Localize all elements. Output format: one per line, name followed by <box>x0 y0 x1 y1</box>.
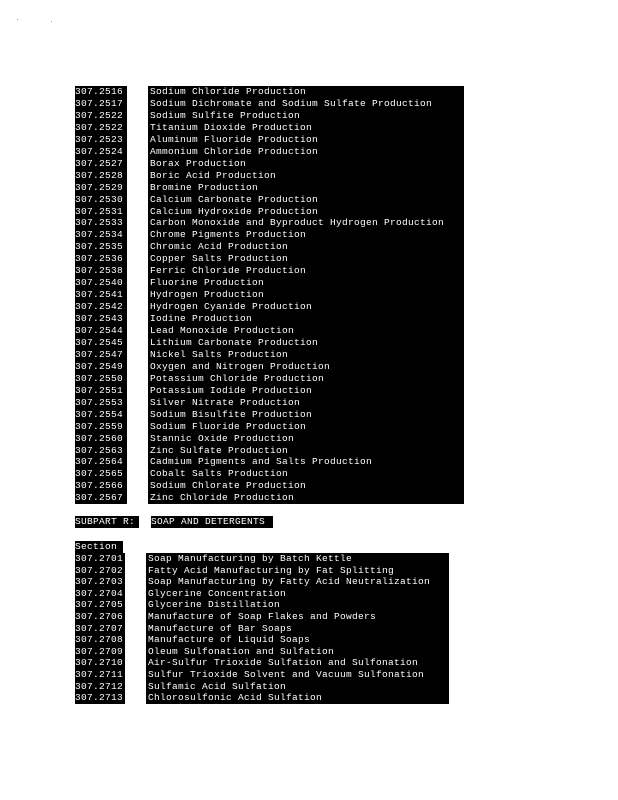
section-title: Ferric Chloride Production <box>148 265 464 277</box>
section-number: 307.2713 <box>75 692 124 704</box>
section-number: 307.2710 <box>75 657 124 669</box>
section-title: Oxygen and Nitrogen Production <box>148 361 464 373</box>
section-row <box>75 253 462 265</box>
section-number: 307.2534 <box>75 229 127 241</box>
section-row <box>75 301 462 313</box>
section-title: Sulfamic Acid Sulfation <box>146 681 449 693</box>
scan-speck <box>17 19 18 20</box>
section-row <box>75 468 462 480</box>
section-number: 307.2529 <box>75 182 127 194</box>
section-number: 307.2712 <box>75 680 124 692</box>
section-title: Chlorosulfonic Acid Sulfation <box>146 692 449 704</box>
section-row <box>75 265 462 277</box>
section-row <box>75 588 447 600</box>
section-number: 307.2530 <box>75 194 127 206</box>
section-title: Titanium Dioxide Production <box>148 122 464 134</box>
section-row <box>75 110 462 122</box>
section-row <box>75 337 462 349</box>
section-title: Zinc Sulfate Production <box>148 445 464 457</box>
section-row <box>75 565 447 577</box>
section-number: 307.2707 <box>75 622 124 634</box>
section-number: 307.2565 <box>75 468 127 480</box>
section-title: Stannic Oxide Production <box>148 433 464 445</box>
section-row <box>75 646 447 658</box>
section-number: 307.2567 <box>75 492 127 504</box>
section-number: 307.2547 <box>75 349 127 361</box>
section-row <box>75 134 462 146</box>
section-title: Sodium Dichromate and Sodium Sulfate Production <box>148 98 464 110</box>
section-title: Nickel Salts Production <box>148 349 464 361</box>
section-title: Soap Manufacturing by Fatty Acid Neutralization <box>146 576 449 588</box>
section-row <box>75 86 462 98</box>
subpart-label: SUBPART R: <box>75 516 139 528</box>
section-title: Silver Nitrate Production <box>148 397 464 409</box>
section-number: 307.2542 <box>75 301 127 313</box>
section-row <box>75 182 462 194</box>
section-row <box>75 456 462 468</box>
subpart-title: SOAP AND DETERGENTS <box>151 516 273 528</box>
section-row <box>75 158 462 170</box>
section-number: 307.2554 <box>75 409 127 421</box>
section-number: 307.2541 <box>75 289 127 301</box>
section-number: 307.2543 <box>75 313 127 325</box>
section-number: 307.2516 <box>75 86 127 98</box>
section-row <box>75 623 447 635</box>
section-number: 307.2564 <box>75 456 127 468</box>
scan-speck <box>51 21 52 22</box>
section-title: Ammonium Chloride Production <box>148 146 464 158</box>
section-row <box>75 634 447 646</box>
section-title: Cobalt Salts Production <box>148 468 464 480</box>
section-row <box>75 122 462 134</box>
section-title: Manufacture of Liquid Soaps <box>146 634 449 646</box>
section-number: 307.2531 <box>75 206 127 218</box>
section-number: 307.2566 <box>75 480 127 492</box>
section-number: 307.2524 <box>75 146 127 158</box>
section-row <box>75 576 447 588</box>
section-number: 307.2559 <box>75 421 127 433</box>
section-row <box>75 146 462 158</box>
section-title: Zinc Chloride Production <box>148 492 464 504</box>
section-title: Lead Monoxide Production <box>148 325 464 337</box>
section-row <box>75 397 462 409</box>
section-number: 307.2560 <box>75 433 127 445</box>
section-number: 307.2550 <box>75 373 127 385</box>
section-row <box>75 669 447 681</box>
section-number: 307.2708 <box>75 634 124 646</box>
section-title: Potassium Chloride Production <box>148 373 464 385</box>
section-number: 307.2523 <box>75 134 127 146</box>
section-row <box>75 433 462 445</box>
section-row <box>75 289 462 301</box>
section-title: Lithium Carbonate Production <box>148 337 464 349</box>
section-row <box>75 241 462 253</box>
section-row <box>75 277 462 289</box>
section-row <box>75 170 462 182</box>
section-number: 307.2551 <box>75 385 127 397</box>
section-title: Borax Production <box>148 158 464 170</box>
section-row <box>75 692 447 704</box>
section-row <box>75 681 447 693</box>
section-row <box>75 599 447 611</box>
section-column-header: Section <box>75 541 123 553</box>
section-number: 307.2517 <box>75 98 127 110</box>
section-title: Sodium Fluoride Production <box>148 421 464 433</box>
section-number: 307.2711 <box>75 669 124 680</box>
section-row <box>75 325 462 337</box>
section-title: Glycerine Distillation <box>146 599 449 611</box>
section-row <box>75 421 462 433</box>
section-title: Carbon Monoxide and Byproduct Hydrogen Production <box>148 217 464 229</box>
section-title: Air-Sulfur Trioxide Sulfation and Sulfonation <box>146 657 449 669</box>
section-number: 307.2702 <box>75 564 124 576</box>
section-title: Bromine Production <box>148 182 464 194</box>
section-row <box>75 480 462 492</box>
section-row <box>75 98 462 110</box>
section-title: Manufacture of Soap Flakes and Powders <box>146 611 449 623</box>
section-number: 307.2553 <box>75 397 127 409</box>
section-number: 307.2538 <box>75 265 127 277</box>
section-number: 307.2563 <box>75 445 127 457</box>
section-number: 307.2701 <box>75 553 124 564</box>
section-title: Sodium Sulfite Production <box>148 110 464 122</box>
section-title: Chromic Acid Production <box>148 241 464 253</box>
section-number: 307.2704 <box>75 587 124 599</box>
section-row <box>75 385 462 397</box>
section-row <box>75 313 462 325</box>
section-title: Sulfur Trioxide Solvent and Vacuum Sulfonation <box>146 669 449 681</box>
section-number: 307.2535 <box>75 241 127 253</box>
section-row <box>75 349 462 361</box>
section-row <box>75 361 462 373</box>
section-title: Aluminum Fluoride Production <box>148 134 464 146</box>
section-row <box>75 611 447 623</box>
section-row <box>75 373 462 385</box>
section-title: Chrome Pigments Production <box>148 229 464 241</box>
section-title: Calcium Hydroxide Production <box>148 206 464 218</box>
section-title: Copper Salts Production <box>148 253 464 265</box>
section-title: Sodium Bisulfite Production <box>148 409 464 421</box>
section-row <box>75 657 447 669</box>
section-title: Cadmium Pigments and Salts Production <box>148 456 464 468</box>
section-number: 307.2528 <box>75 170 127 182</box>
section-row <box>75 445 462 457</box>
section-title: Manufacture of Bar Soaps <box>146 623 449 635</box>
section-number: 307.2545 <box>75 337 127 349</box>
section-row <box>75 194 462 206</box>
section-title: Glycerine Concentration <box>146 588 449 600</box>
section-number: 307.2522 <box>75 122 127 134</box>
section-row <box>75 409 462 421</box>
section-title: Iodine Production <box>148 313 464 325</box>
section-number: 307.2544 <box>75 325 127 337</box>
section-title: Hydrogen Production <box>148 289 464 301</box>
section-number: 307.2522 <box>75 110 127 122</box>
section-number: 307.2703 <box>75 576 124 588</box>
section-number: 307.2533 <box>75 217 127 229</box>
section-title: Potassium Iodide Production <box>148 385 464 397</box>
section-title: Fatty Acid Manufacturing by Fat Splitting <box>146 565 449 577</box>
section-title: Sodium Chlorate Production <box>148 480 464 492</box>
section-number: 307.2540 <box>75 277 127 289</box>
section-row <box>75 217 462 229</box>
section-number: 307.2706 <box>75 611 124 622</box>
section-row <box>75 553 447 565</box>
section-number: 307.2549 <box>75 361 127 373</box>
section-number: 307.2705 <box>75 599 124 611</box>
section-title: Boric Acid Production <box>148 170 464 182</box>
section-title: Soap Manufacturing by Batch Kettle <box>146 553 449 565</box>
section-title: Fluorine Production <box>148 277 464 289</box>
section-row <box>75 206 462 218</box>
section-row <box>75 229 462 241</box>
section-number: 307.2536 <box>75 253 127 265</box>
section-title: Sodium Chloride Production <box>148 86 464 98</box>
section-title: Calcium Carbonate Production <box>148 194 464 206</box>
section-title: Oleum Sulfonation and Sulfation <box>146 646 449 658</box>
section-number: 307.2527 <box>75 158 127 170</box>
section-number: 307.2709 <box>75 645 124 657</box>
section-row <box>75 492 462 504</box>
section-title: Hydrogen Cyanide Production <box>148 301 464 313</box>
